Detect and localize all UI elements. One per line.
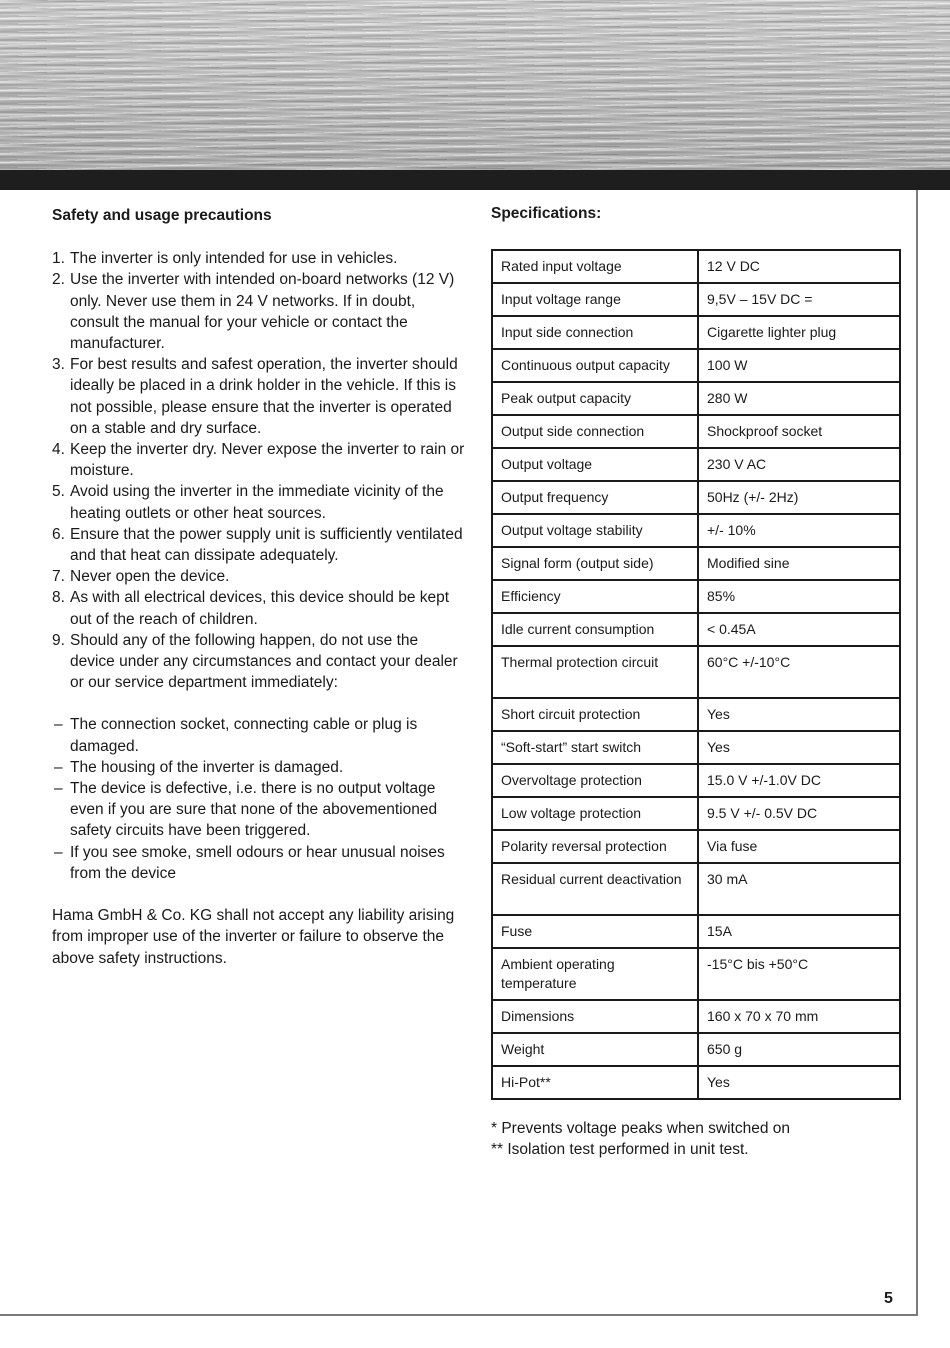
spec-label: Weight — [492, 1033, 698, 1066]
condition-item: – The housing of the inverter is damaged. — [52, 757, 467, 778]
table-row — [492, 731, 900, 764]
table-row — [492, 580, 900, 613]
table-row — [492, 481, 900, 514]
spec-value: Via fuse — [698, 830, 900, 863]
spec-label: Short circuit protection — [492, 698, 698, 731]
footnote: * Prevents voltage peaks when switched on — [491, 1120, 790, 1137]
spec-value: 650 g — [698, 1033, 900, 1066]
table-row — [492, 547, 900, 580]
spec-label: Low voltage protection — [492, 797, 698, 830]
spec-value: Modified sine — [698, 547, 900, 580]
spec-value: 60°C +/-10°C — [698, 646, 900, 698]
table-row — [492, 863, 900, 915]
spec-label: Overvoltage protection — [492, 764, 698, 797]
table-row — [492, 448, 900, 481]
spec-label: Continuous output capacity — [492, 349, 698, 382]
condition-item: – The connection socket, connecting cable or plug is damaged. — [52, 714, 467, 756]
spec-label: “Soft-start” start switch — [492, 731, 698, 764]
spec-value: +/- 10% — [698, 514, 900, 547]
spec-value: Yes — [698, 1066, 900, 1099]
table-row — [492, 915, 900, 948]
spec-value: Cigarette lighter plug — [698, 316, 900, 349]
spec-value: 15A — [698, 915, 900, 948]
spec-label: Rated input voltage — [492, 250, 698, 283]
table-row — [492, 646, 900, 698]
spec-label: Thermal protection circuit — [492, 646, 698, 698]
precaution-item: 4. Keep the inverter dry. Never expose the inverter to rain or moisture. — [52, 441, 465, 480]
table-row — [492, 283, 900, 316]
right-margin-rule — [916, 190, 918, 1316]
table-row — [492, 1033, 900, 1066]
spec-label: Ambient operating temperature — [492, 948, 698, 1000]
spec-value: Shockproof socket — [698, 415, 900, 448]
precaution-item: 3. For best results and safest operation, the inverter should ideally be placed in a drink holder in the vehicle. If this is not possible, please ensure that the inverter is operated on a stable and dry surface. — [52, 356, 458, 437]
spec-label: Output voltage stability — [492, 514, 698, 547]
safety-heading: Safety and usage precautions — [52, 207, 272, 224]
spec-value: 50Hz (+/- 2Hz) — [698, 481, 900, 514]
spec-label: Hi-Pot** — [492, 1066, 698, 1099]
specifications-heading: Specifications: — [491, 205, 602, 222]
condition-item: – If you see smoke, smell odours or hear unusual noises from the device — [52, 842, 467, 884]
spec-label: Efficiency — [492, 580, 698, 613]
spec-value: 160 x 70 x 70 mm — [698, 1000, 900, 1033]
spec-label: Output side connection — [492, 415, 698, 448]
specifications-table — [491, 249, 901, 1100]
spec-label: Output voltage — [492, 448, 698, 481]
precaution-item: 9. Should any of the following happen, do not use the device under any circumstances and contact your dealer or our service department immediately: — [52, 631, 458, 692]
spec-label: Dimensions — [492, 1000, 698, 1033]
specifications-section — [491, 205, 901, 1160]
spec-label: Residual current deactivation — [492, 863, 698, 915]
spec-label: Peak output capacity — [492, 382, 698, 415]
precaution-item: 8. As with all electrical devices, this device should be kept out of the reach of children. — [52, 589, 450, 628]
spec-label: Polarity reversal protection — [492, 830, 698, 863]
precaution-item: 7. Never open the device. — [52, 568, 230, 586]
table-row — [492, 349, 900, 382]
spec-value: 230 V AC — [698, 448, 900, 481]
spec-value: 9,5V – 15V DC = — [698, 283, 900, 316]
page-number: 5 — [884, 1290, 893, 1307]
spec-value: 12 V DC — [698, 250, 900, 283]
table-row — [492, 1000, 900, 1033]
header-dark-bar — [0, 170, 950, 190]
spec-label: Fuse — [492, 915, 698, 948]
spec-label: Input side connection — [492, 316, 698, 349]
spec-value: 30 mA — [698, 863, 900, 915]
spec-label: Idle current consumption — [492, 613, 698, 646]
precaution-item: 5. Avoid using the inverter in the immediate vicinity of the heating outlets or other heat sources. — [52, 483, 444, 522]
precaution-item: 1. The inverter is only intended for use in vehicles. — [52, 250, 398, 268]
table-row — [492, 764, 900, 797]
spec-label: Signal form (output side) — [492, 547, 698, 580]
spec-value: Yes — [698, 731, 900, 764]
conditions-list — [52, 714, 467, 884]
spec-label: Output frequency — [492, 481, 698, 514]
precaution-item: 2. Use the inverter with intended on-board networks (12 V) only. Never use them in 24 V networks. If in doubt, consult the manual for your vehicle or contact the manufacturer. — [52, 271, 455, 353]
table-row — [492, 514, 900, 547]
footnote: ** Isolation test performed in unit test. — [491, 1141, 749, 1159]
table-row — [492, 613, 900, 646]
safety-section — [52, 205, 467, 969]
table-row — [492, 830, 900, 863]
precautions-list — [52, 248, 467, 693]
spec-value: 15.0 V +/-1.0V DC — [698, 764, 900, 797]
bottom-margin-rule — [0, 1314, 918, 1316]
liability-disclaimer: Hama GmbH & Co. KG shall not accept any liability arising from improper use of the inverter or failure to observe the above safety instructions. — [52, 907, 455, 967]
footnotes — [491, 1118, 901, 1160]
table-row — [492, 250, 900, 283]
spec-value: 9.5 V +/- 0.5V DC — [698, 797, 900, 830]
spec-value: 280 W — [698, 382, 900, 415]
spec-value: 100 W — [698, 349, 900, 382]
spec-value: Yes — [698, 698, 900, 731]
spec-label: Input voltage range — [492, 283, 698, 316]
header-decorative-band — [0, 0, 950, 170]
spec-value: < 0.45A — [698, 613, 900, 646]
condition-item: – The device is defective, i.e. there is no output voltage even if you are sure that none of the abovementioned safety circuits have been triggered. — [52, 778, 467, 842]
table-row — [492, 316, 900, 349]
spec-value: 85% — [698, 580, 900, 613]
table-row — [492, 415, 900, 448]
table-row — [492, 1066, 900, 1099]
table-row — [492, 698, 900, 731]
spec-value: -15°C bis +50°C — [698, 948, 900, 1000]
table-row — [492, 382, 900, 415]
table-row — [492, 948, 900, 1000]
precaution-item: 6. Ensure that the power supply unit is sufficiently ventilated and that heat can dissipate adequately. — [52, 525, 463, 565]
table-row — [492, 797, 900, 830]
